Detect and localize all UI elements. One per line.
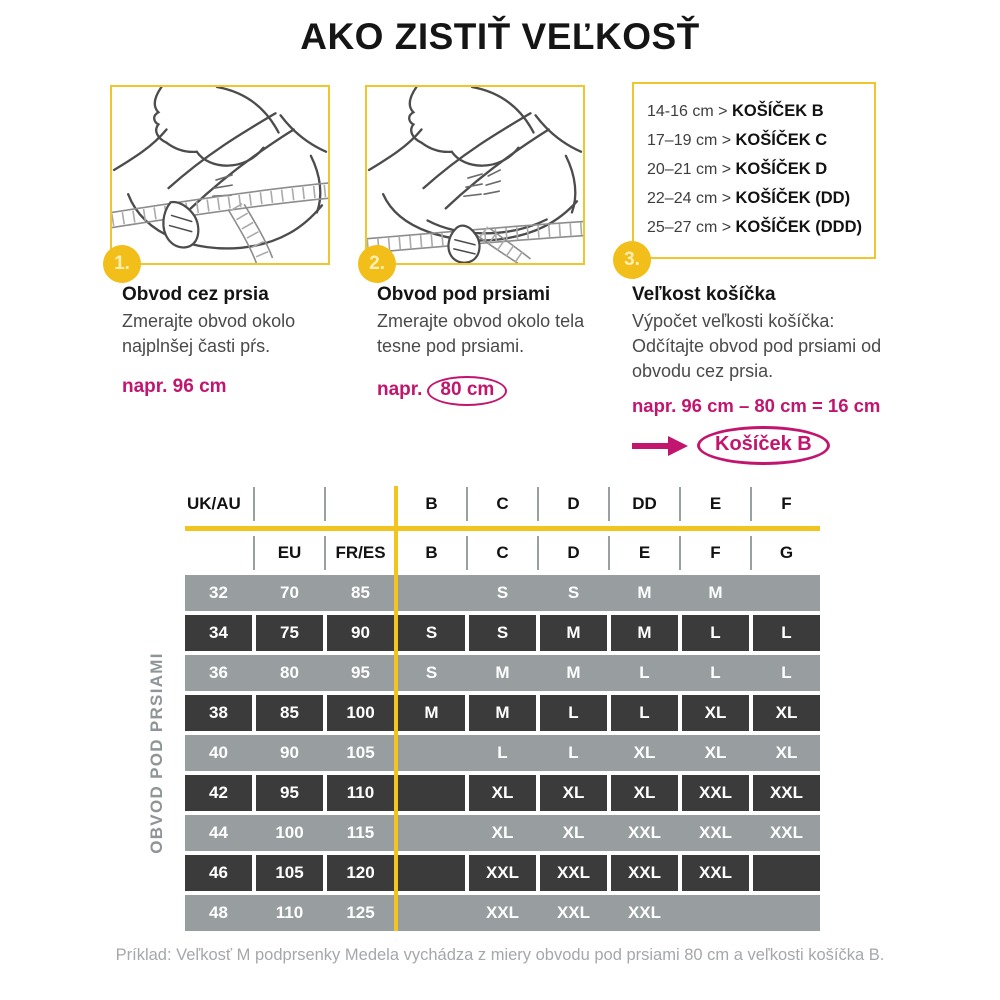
size-table-cell: 80 (280, 663, 299, 682)
size-table-cell: 105 (346, 743, 375, 762)
size-table-cell: 90 (280, 743, 299, 762)
cup-rule-cup: KOŠÍČEK C (735, 131, 828, 149)
step1-heading: Obvod cez prsia (122, 284, 269, 305)
cup-rule-range: 25–27 cm > (647, 219, 736, 236)
step1-example: napr. 96 cm (122, 376, 227, 397)
size-table-cell: S (469, 615, 536, 651)
size-table-cell: XXL (556, 903, 591, 922)
size-table-cell (398, 855, 465, 891)
size-table-cell (753, 575, 820, 611)
size-table-cell: XL (633, 743, 656, 762)
size-table-cell (682, 895, 749, 931)
size-table-cell: 110 (327, 775, 394, 811)
cup-rule-cup: KOŠÍČEK D (735, 160, 828, 178)
step3-number-badge: 3. (613, 241, 651, 279)
step1-body: Zmerajte obvod okolo najplnšej časti pŕs. (122, 311, 296, 356)
cup-rule-range: 22–24 cm > (647, 190, 736, 207)
size-table-cell: 46 (185, 855, 252, 891)
table-yellow-horizontal-divider (185, 526, 820, 531)
header-cell: DD (611, 486, 678, 522)
step3-result-row (632, 426, 890, 465)
right-arrow-icon (632, 435, 688, 457)
step2-heading: Obvod pod prsiami (377, 284, 551, 305)
header-cell: C (469, 486, 536, 522)
size-table-cell: L (497, 743, 508, 762)
size-table-cell (398, 735, 465, 771)
size-table-cell: L (568, 743, 579, 762)
size-table-cell: XL (753, 695, 820, 731)
size-table-cell: 115 (346, 823, 375, 842)
size-table-cell: 120 (327, 855, 394, 891)
size-table-cell: S (398, 615, 465, 651)
size-table-cell: 40 (209, 743, 228, 762)
header-cell: E (611, 535, 678, 571)
size-table-cell: XL (775, 743, 798, 762)
size-table-cell: XXL (682, 855, 749, 891)
size-table-cell: XL (562, 823, 585, 842)
size-table-cell: 85 (256, 695, 323, 731)
size-table-cell: S (425, 663, 438, 682)
step1-image-box (110, 85, 330, 265)
bust-measure-illustration (112, 87, 328, 263)
step2-text-block (377, 284, 593, 406)
underbust-measure-illustration (367, 87, 583, 263)
header-cell (185, 535, 252, 571)
size-table-cell (398, 895, 465, 931)
header-cell: C (469, 535, 536, 571)
size-table-cell: M (708, 583, 723, 602)
step3-result-cup: Košíček B (697, 426, 830, 465)
size-table-cell: L (753, 615, 820, 651)
size-table-cell: XL (611, 775, 678, 811)
cup-size-rule (647, 126, 874, 155)
header-cell: F (682, 535, 749, 571)
size-table-cell (398, 775, 465, 811)
size-table-cell (753, 855, 820, 891)
size-table-cell: 125 (346, 903, 375, 922)
step3-heading: Veľkost košíčka (632, 284, 776, 305)
size-table-cell: 85 (351, 583, 370, 602)
size-table-cell (398, 815, 465, 851)
size-table-cell: 70 (280, 583, 299, 602)
table-header-row (185, 535, 820, 571)
page-title: AKO ZISTIŤ VEĽKOSŤ (300, 16, 700, 57)
table-row (185, 575, 820, 611)
cup-size-rule-list (647, 97, 874, 242)
size-table-cell: M (611, 615, 678, 651)
size-table-cell: XXL (627, 903, 662, 922)
step3-text-block (632, 284, 890, 465)
size-table-cell: XL (491, 823, 514, 842)
cup-size-rule (647, 184, 874, 213)
table-row (185, 815, 820, 851)
cup-size-rule (647, 155, 874, 184)
table-row (185, 735, 820, 771)
size-table-cell: XL (469, 775, 536, 811)
header-cell (327, 486, 394, 522)
size-table-cell: 100 (275, 823, 304, 842)
cup-rule-range: 20–21 cm > (647, 161, 736, 178)
header-cell (256, 486, 323, 522)
step2-body: Zmerajte obvod okolo tela tesne pod prsiami. (377, 311, 585, 356)
size-table-cell: M (398, 695, 465, 731)
table-header-row (185, 486, 820, 522)
size-table-cell: 110 (275, 903, 304, 922)
size-table-cell: XXL (469, 855, 536, 891)
size-table-cell: 42 (185, 775, 252, 811)
size-table-cell: XXL (698, 823, 733, 842)
size-table-cell: S (496, 583, 509, 602)
header-cell: E (682, 486, 749, 522)
step2-number-badge: 2. (358, 245, 396, 283)
header-cell: EU (256, 535, 323, 571)
size-table-cell: XXL (769, 823, 804, 842)
size-table-cell: XXL (627, 823, 662, 842)
size-table-cell: L (781, 663, 792, 682)
table-row (185, 615, 820, 651)
size-table-cell: M (637, 583, 652, 602)
size-table-cell: 75 (256, 615, 323, 651)
size-table (185, 486, 820, 931)
header-cell: D (540, 535, 607, 571)
header-cell: D (540, 486, 607, 522)
cup-rule-cup: KOŠÍČEK (DDD) (735, 218, 862, 236)
table-row (185, 895, 820, 931)
cup-rule-cup: KOŠÍČEK B (731, 102, 824, 120)
size-table-cell: 48 (209, 903, 228, 922)
cup-rule-range: 17–19 cm > (647, 132, 736, 149)
cup-rule-cup: KOŠÍČEK (DD) (735, 189, 851, 207)
size-table-cell: 105 (256, 855, 323, 891)
size-table-cell: 100 (327, 695, 394, 731)
size-table-cell: M (469, 695, 536, 731)
table-yellow-vertical-divider (394, 486, 398, 931)
table-row (185, 855, 820, 891)
step2-example (377, 376, 593, 406)
size-table-cell: M (566, 663, 581, 682)
step2-example-prefix: napr. (377, 379, 423, 400)
cup-size-rule (647, 213, 874, 242)
size-table-cell: 44 (209, 823, 228, 842)
header-cell: B (398, 535, 465, 571)
header-cell: G (753, 535, 820, 571)
header-cell: FR/ES (327, 535, 394, 571)
size-table-cell: XL (540, 775, 607, 811)
step1-text-block (122, 284, 317, 398)
size-table-cell: XXL (753, 775, 820, 811)
size-table-cell: 95 (351, 663, 370, 682)
size-table-cell: L (710, 663, 721, 682)
table-row (185, 695, 820, 731)
size-table-cell: XXL (485, 903, 520, 922)
header-cell: B (398, 486, 465, 522)
step2-example-circled-value: 80 cm (427, 376, 507, 406)
size-table-cell: XXL (682, 775, 749, 811)
size-table-cell: XL (704, 743, 727, 762)
size-table-cell: M (540, 615, 607, 651)
size-table-cell: L (611, 695, 678, 731)
size-table-cell: XL (682, 695, 749, 731)
table-row (185, 655, 820, 691)
table-side-label: OBVOD POD PRSIAMI (147, 652, 166, 854)
size-table-cell (398, 575, 465, 611)
step3-formula: napr. 96 cm – 80 cm = 16 cm (632, 395, 881, 416)
size-table-cell: XXL (611, 855, 678, 891)
size-table-cell: 90 (327, 615, 394, 651)
footer-example-note: Príklad: Veľkosť M podprsenky Medela vychádza z miery obvodu pod prsiami 80 cm a veľkosti košíčka B. (115, 946, 885, 964)
size-table-cell: XXL (540, 855, 607, 891)
size-table-cell: M (495, 663, 510, 682)
size-table-cell (753, 895, 820, 931)
size-table-cell: 38 (185, 695, 252, 731)
size-table-cell: L (540, 695, 607, 731)
size-table-cell: S (567, 583, 580, 602)
step2-image-box (365, 85, 585, 265)
size-table-cell: 95 (256, 775, 323, 811)
size-table-cell: 32 (209, 583, 228, 602)
header-cell: F (753, 486, 820, 522)
cup-size-rule (647, 97, 874, 126)
size-table-cell: 36 (209, 663, 228, 682)
cup-rule-range: 14-16 cm > (647, 103, 732, 120)
cup-size-rules-box (632, 82, 876, 259)
step3-body: Výpočet veľkosti košíčka: Odčítajte obvod pod prsiami od obvodu cez prsia. (632, 311, 882, 381)
size-table-cell: L (639, 663, 650, 682)
size-table-cell: L (682, 615, 749, 651)
header-cell: UK/AU (185, 486, 252, 522)
size-table-cell: 34 (185, 615, 252, 651)
table-row (185, 775, 820, 811)
step1-number-badge: 1. (103, 245, 141, 283)
